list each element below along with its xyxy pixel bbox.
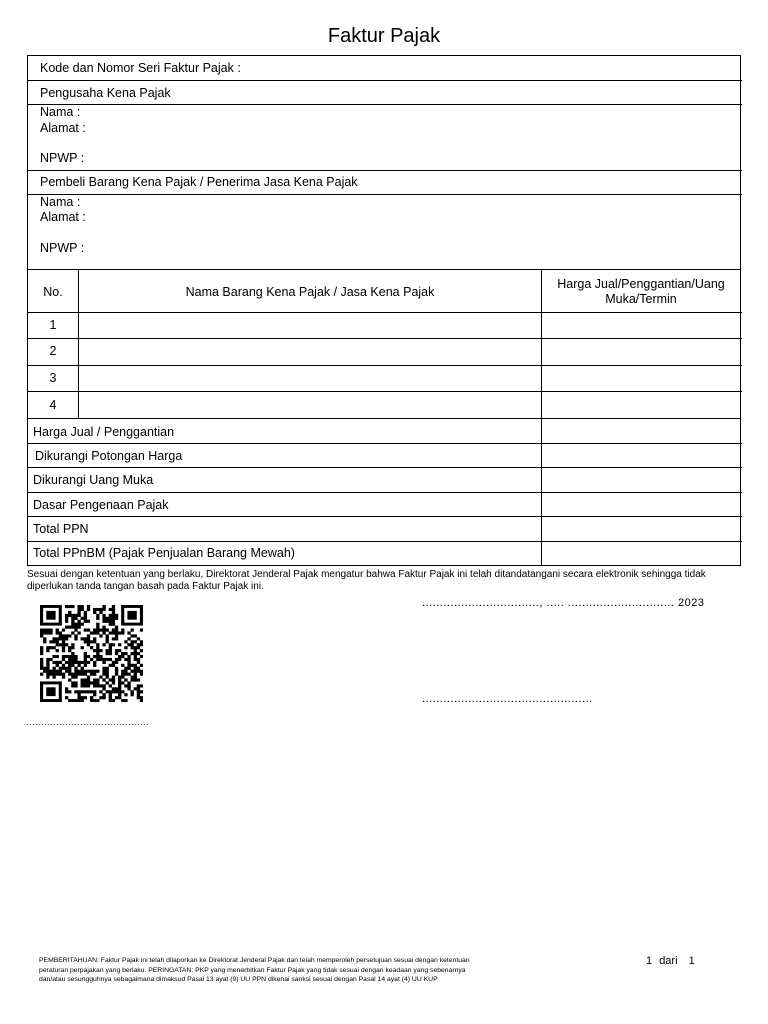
table-row-number: 2 [49,344,57,358]
footer-notice: PEMBERITAHUAN: Faktur Pajak ini telah dilaporkan ke Direktorat Jenderal Pajak dan telah memperoleh persetujuan sesuai dengan ketentuan peraturan perpajakan yang berlaku. PERINGATAN: PKP yang menerbitkan Faktur Pajak yang tidak sesuai dengan keadaan yang sebenarnya dan/atau sesungguhnya sebagaimana dimaksud Pasal 13 ayat (9) UU PPN dikenai sanksi sesuai dengan Pasal 14 ayat (4) UU KUP [39,957,470,983]
uang-muka-label: Dikurangi Uang Muka [33,473,154,487]
place-date-line: ................................., ..... .............................. 2023 [422,597,705,609]
qr-code [40,605,143,702]
seller-alamat-label: Alamat : [40,121,86,135]
divider [27,170,742,171]
potongan-harga-label: Dikurangi Potongan Harga [35,449,183,463]
total-ppnbm-label: Total PPnBM (Pajak Penjualan Barang Mewah) [33,546,295,560]
kode-seri-label: Kode dan Nomor Seri Faktur Pajak : [40,61,241,75]
totals-row-divider [27,443,742,444]
page-current: 1 [646,955,653,967]
totals-row-divider [27,492,742,493]
buyer-npwp-label: NPWP : [40,241,85,255]
seller-nama-label: Nama : [40,105,81,119]
page-total: 1 [688,955,695,967]
total-ppn-label: Total PPN [33,522,89,536]
totals-row-divider [27,541,742,542]
divider [27,194,742,195]
table-column-divider [541,269,542,419]
page-separator: dari [659,955,678,967]
page-number [646,955,695,967]
qr-caption-line: ......................................... [26,717,150,727]
seller-section-title: Pengusaha Kena Pajak [40,86,171,100]
buyer-section-title: Pembeli Barang Kena Pajak / Penerima Jasa Kena Pajak [40,175,358,189]
totals-row-divider [27,516,742,517]
table-row-number: 4 [49,398,57,412]
table-row-divider [27,338,742,339]
buyer-nama-label: Nama : [40,195,81,209]
table-row-divider [27,391,742,392]
totals-row-divider [27,467,742,468]
harga-jual-label: Harga Jual / Penggantian [33,425,175,439]
column-header-nama-barang: Nama Barang Kena Pajak / Jasa Kena Pajak [185,285,435,299]
column-header-harga: Harga Jual/Penggantian/Uang Muka/Termin [557,277,725,306]
divider [27,80,742,81]
table-row-number: 1 [49,318,57,332]
column-header-no: No. [43,285,63,299]
signer-name-line: ................................................ [422,693,593,705]
electronic-signature-statement: Sesuai dengan ketentuan yang berlaku, Direktorat Jenderal Pajak mengatur bahwa Faktur Pajak ini telah ditandatangani secara elektronik sehingga tidak diperlukan tanda tangan basah pada Faktur Pajak ini. [27,569,706,592]
buyer-alamat-label: Alamat : [40,210,86,224]
table-row-divider [27,365,742,366]
table-row-divider [27,312,742,313]
page-title: Faktur Pajak [327,25,441,47]
divider [27,104,742,105]
table-row-number: 3 [49,371,57,385]
seller-npwp-label: NPWP : [40,151,85,165]
dasar-pengenaan-label: Dasar Pengenaan Pajak [33,498,169,512]
totals-column-divider [541,418,542,566]
